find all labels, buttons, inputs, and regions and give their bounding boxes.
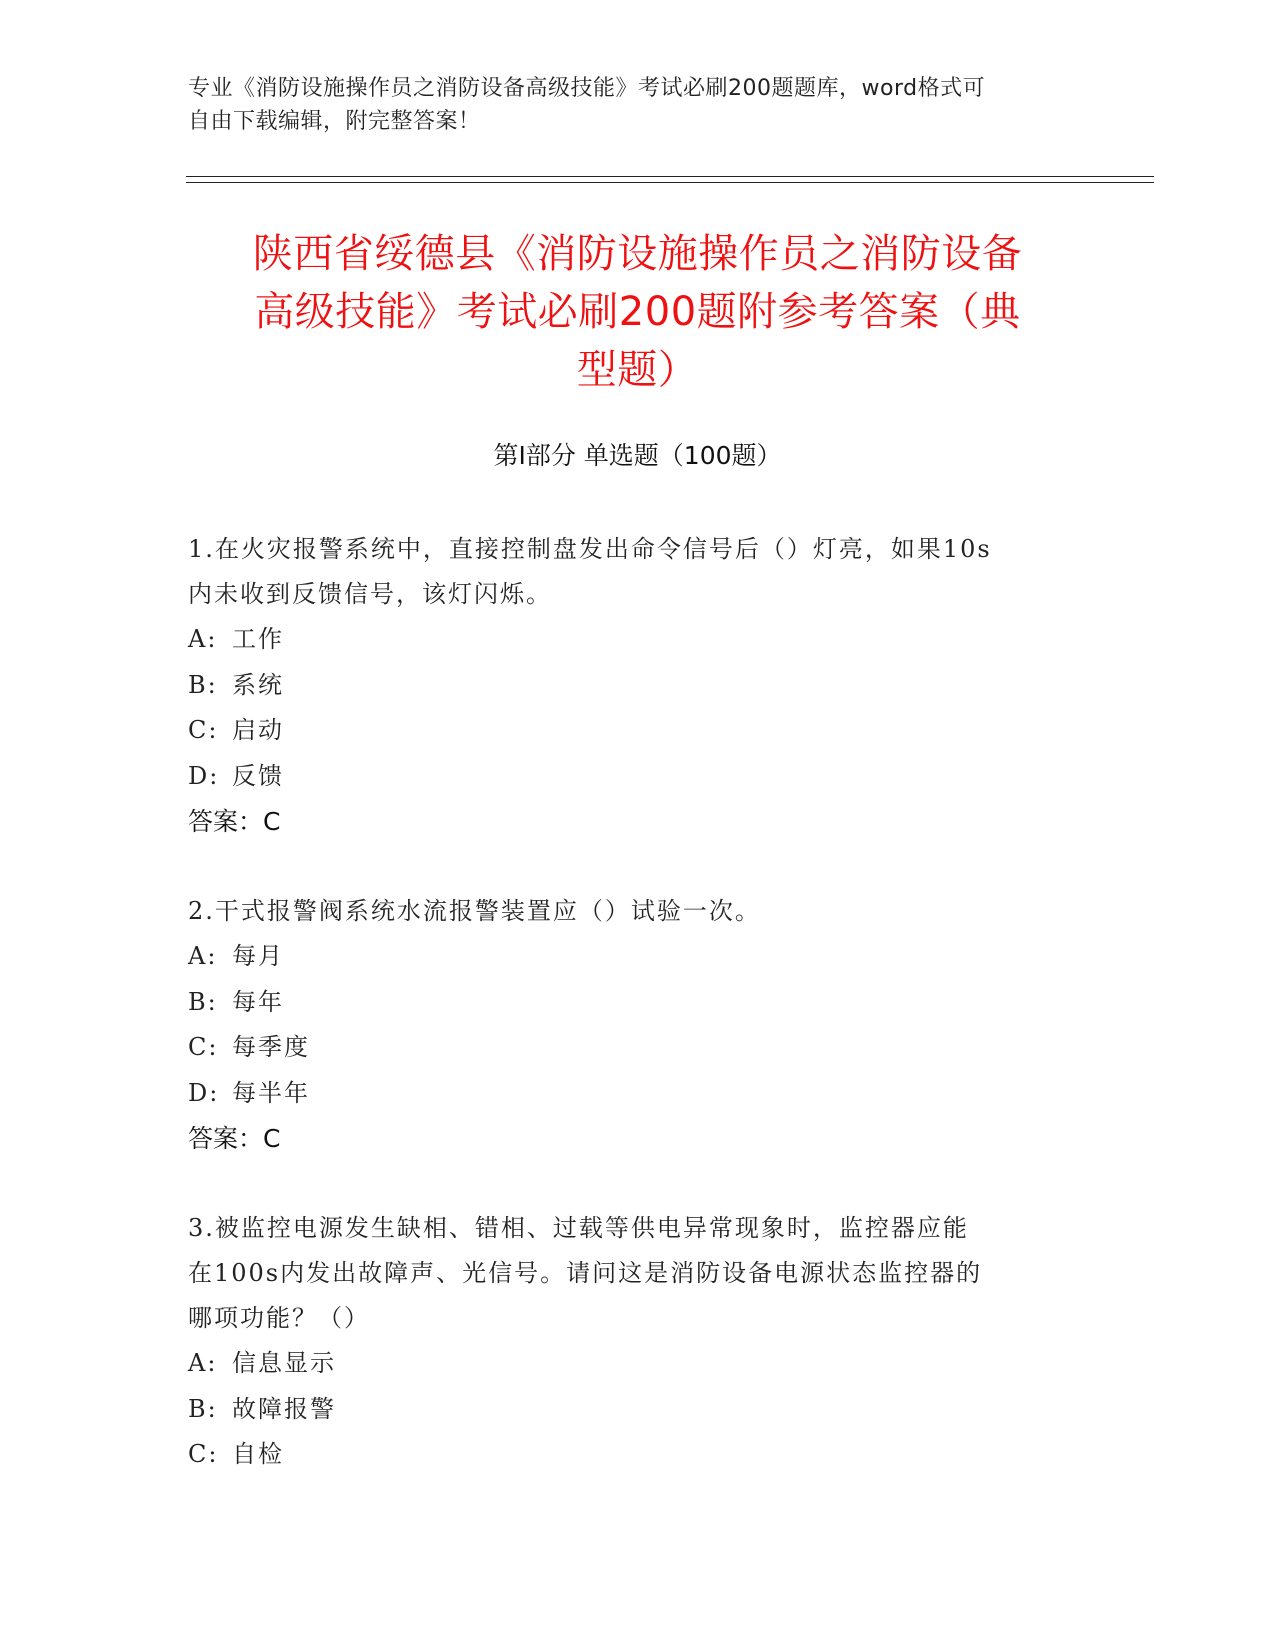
option-text: 信息显示 [232, 1349, 336, 1377]
question-1-option-d [188, 754, 1108, 800]
header-divider-bottom [186, 182, 1154, 183]
option-letter: C: [188, 1440, 219, 1468]
option-letter: B: [188, 1394, 218, 1423]
question-2-stem-line-1: 2.干式报警阀系统水流报警装置应（）试验一次。 [188, 897, 761, 925]
document-title-line-2: 高级技能》考试必刷200题附参考答案（典 [254, 289, 1021, 335]
question-1-option-c [188, 708, 1108, 754]
option-text: 每月 [232, 942, 284, 970]
option-text: 每季度 [232, 1033, 310, 1061]
header-note [188, 72, 1088, 138]
question-3-stem-line-2: 在100s内发出故障声、光信号。请问这是消防设备电源状态监控器的 [188, 1259, 983, 1287]
question-3-option-a [188, 1341, 1108, 1387]
question-3-option-b [188, 1387, 1108, 1433]
question-2-option-a [188, 934, 1108, 980]
question-1-option-a [188, 617, 1108, 663]
question-3-stem-line-3: 哪项功能？（） [188, 1304, 370, 1332]
option-text: 每半年 [232, 1078, 310, 1107]
question-3-option-c [188, 1432, 1108, 1478]
question-2-option-c [188, 1025, 1108, 1071]
document-title-line-3: 型题） [576, 347, 699, 393]
option-text: 每年 [232, 987, 284, 1016]
question-1-stem-line-1: 1.在火灾报警系统中，直接控制盘发出命令信号后（）灯亮，如果10s [188, 535, 992, 563]
option-text: 系统 [232, 670, 284, 699]
question-2-answer: 答案：C [188, 1124, 281, 1153]
header-note-line-2: 自由下载编辑，附完整答案！ [188, 109, 481, 134]
option-letter: B: [188, 670, 218, 699]
option-letter: C: [188, 1033, 219, 1061]
question-3-stem-line-1: 3.被监控电源发生缺相、错相、过载等供电异常现象时，监控器应能 [188, 1214, 969, 1242]
question-1-stem-line-2: 内未收到反馈信号，该灯闪烁。 [188, 580, 552, 608]
option-letter: C: [188, 716, 219, 744]
question-3 [188, 1206, 1108, 1478]
section-heading: 第Ⅰ部分 单选题（100题） [493, 441, 782, 470]
option-letter: A: [188, 1349, 218, 1377]
question-1-answer: 答案：C [188, 807, 281, 836]
question-2-option-b [188, 980, 1108, 1026]
header-note-line-1: 专业《消防设施操作员之消防设备高级技能》考试必刷200题题库，word格式可 [188, 76, 986, 101]
option-letter: A: [188, 625, 218, 653]
option-text: 启动 [232, 716, 284, 744]
question-1 [188, 527, 1108, 845]
option-text: 故障报警 [232, 1394, 336, 1423]
option-text: 自检 [232, 1440, 284, 1468]
option-text: 反馈 [232, 761, 284, 790]
option-letter: B: [188, 987, 218, 1016]
document-title-line-1: 陕西省绥德县《消防设施操作员之消防设备 [252, 231, 1023, 277]
question-1-option-b [188, 663, 1108, 709]
option-letter: A: [188, 942, 218, 970]
question-2-option-d [188, 1071, 1108, 1117]
option-letter: D: [188, 1078, 220, 1107]
option-letter: D: [188, 761, 220, 790]
option-text: 工作 [232, 625, 284, 653]
question-2 [188, 889, 1108, 1162]
header-divider-top [186, 176, 1154, 177]
document-title [150, 225, 1125, 399]
